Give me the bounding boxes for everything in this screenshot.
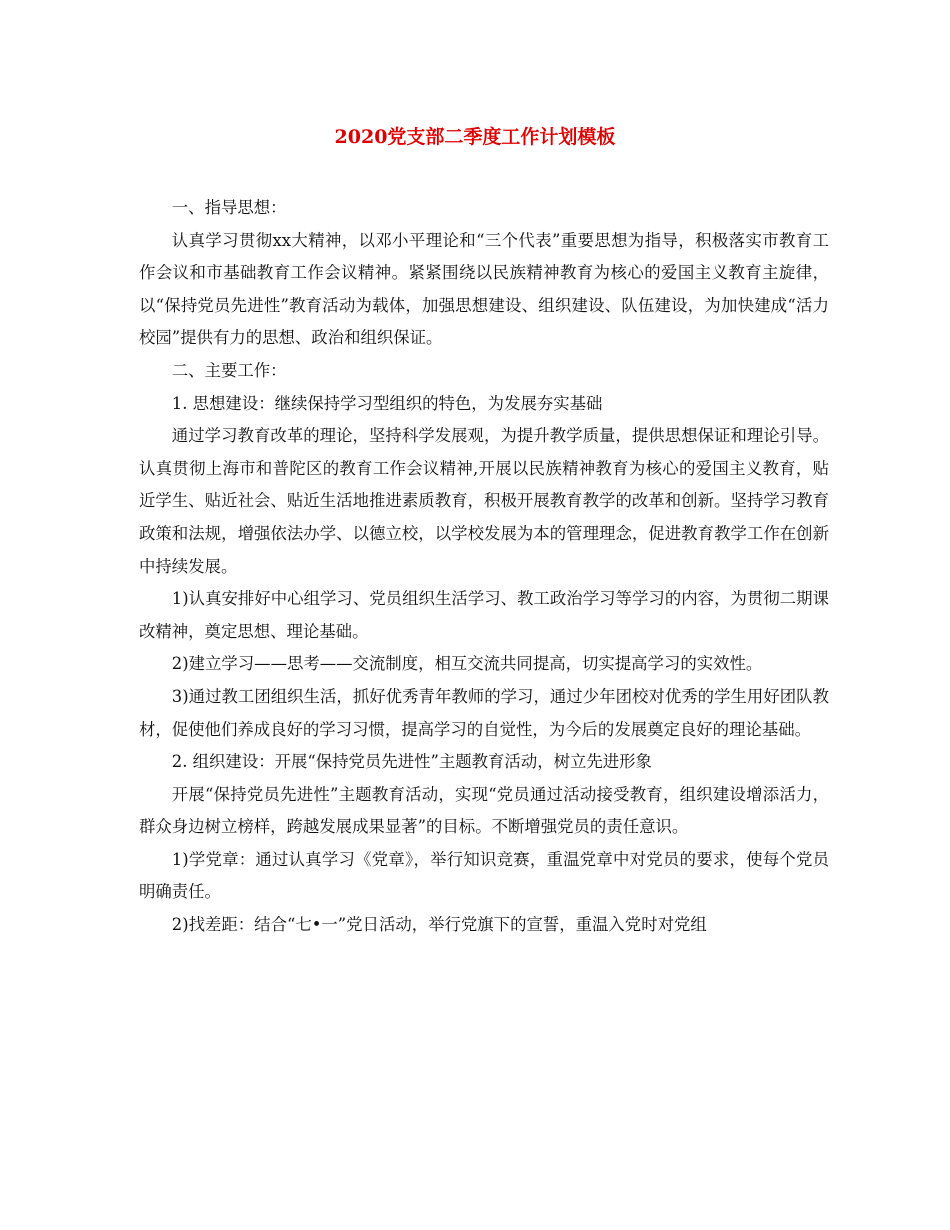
section-heading-guiding-ideology: 一、指导思想： xyxy=(171,198,287,217)
list-item: 1)认真安排好中心组学习、党员组织生活学习、教工政治学习等学习的内容，为贯彻二期课改精神，奠定思想、理论基础。 xyxy=(139,589,829,641)
body-paragraph: 通过学习教育改革的理论，坚持科学发展观，为提升教学质量，提供思想保证和理论引导。认真贯彻上海市和普陀区的教育工作会议精神,开展以民族精神教育为核心的爱国主义教育，贴近学生、贴近社会、贴近生活地推进素质教育，积极开展教育教学的改革和创新。坚持学习教育政策和法规，增强依法办学、以德立校，以学校发展为本的管理理念，促进教育教学工作在创新中持续发展。 xyxy=(139,426,829,576)
document-title: 2020党支部二季度工作计划模板 xyxy=(334,126,616,148)
subsection-heading-ideological-building: 1. 思想建设：继续保持学习型组织的特色，为发展夯实基础 xyxy=(171,393,603,413)
body-paragraph: 开展“保持党员先进性”主题教育活动，实现“党员通过活动接受教育，组织建设增添活力，群众身边树立榜样，跨越发展成果显著”的目标。不断增强党员的责任意识。 xyxy=(139,784,829,837)
body-paragraph: 认真学习贯彻xx大精神，以邓小平理论和“三个代表”重要思想为指导，积极落实市教育工作会议和市基础教育工作会议精神。紧紧围绕以民族精神教育为核心的爱国主义教育主旋律，以“保持党员先进性”教育活动为载体，加强思想建设、组织建设、队伍建设，为加快建成“活力校园”提供有力的思想、政治和组织保证。 xyxy=(139,230,829,348)
subsection-heading-organization-building: 2. 组织建设：开展“保持党员先进性”主题教育活动，树立先进形象 xyxy=(171,752,652,772)
document-body xyxy=(139,192,829,942)
list-item: 1)学党章：通过认真学习《党章》，举行知识竞赛，重温党章中对党员的要求，使每个党员明确责任。 xyxy=(139,849,829,902)
section-heading-main-work: 二、主要工作： xyxy=(171,360,287,380)
list-item: 2)找差距：结合“七•一”党日活动，举行党旗下的宣誓，重温入党时对党组 xyxy=(171,915,707,935)
list-item: 3)通过教工团组织生活，抓好优秀青年教师的学习，通过少年团校对优秀的学生用好团队教材，促使他们养成良好的学习习惯，提高学习的自觉性，为今后的发展奠定良好的理论基础。 xyxy=(139,686,829,739)
list-item: 2)建立学习——思考——交流制度，相互交流共同提高，切实提高学习的实效性。 xyxy=(171,654,763,674)
